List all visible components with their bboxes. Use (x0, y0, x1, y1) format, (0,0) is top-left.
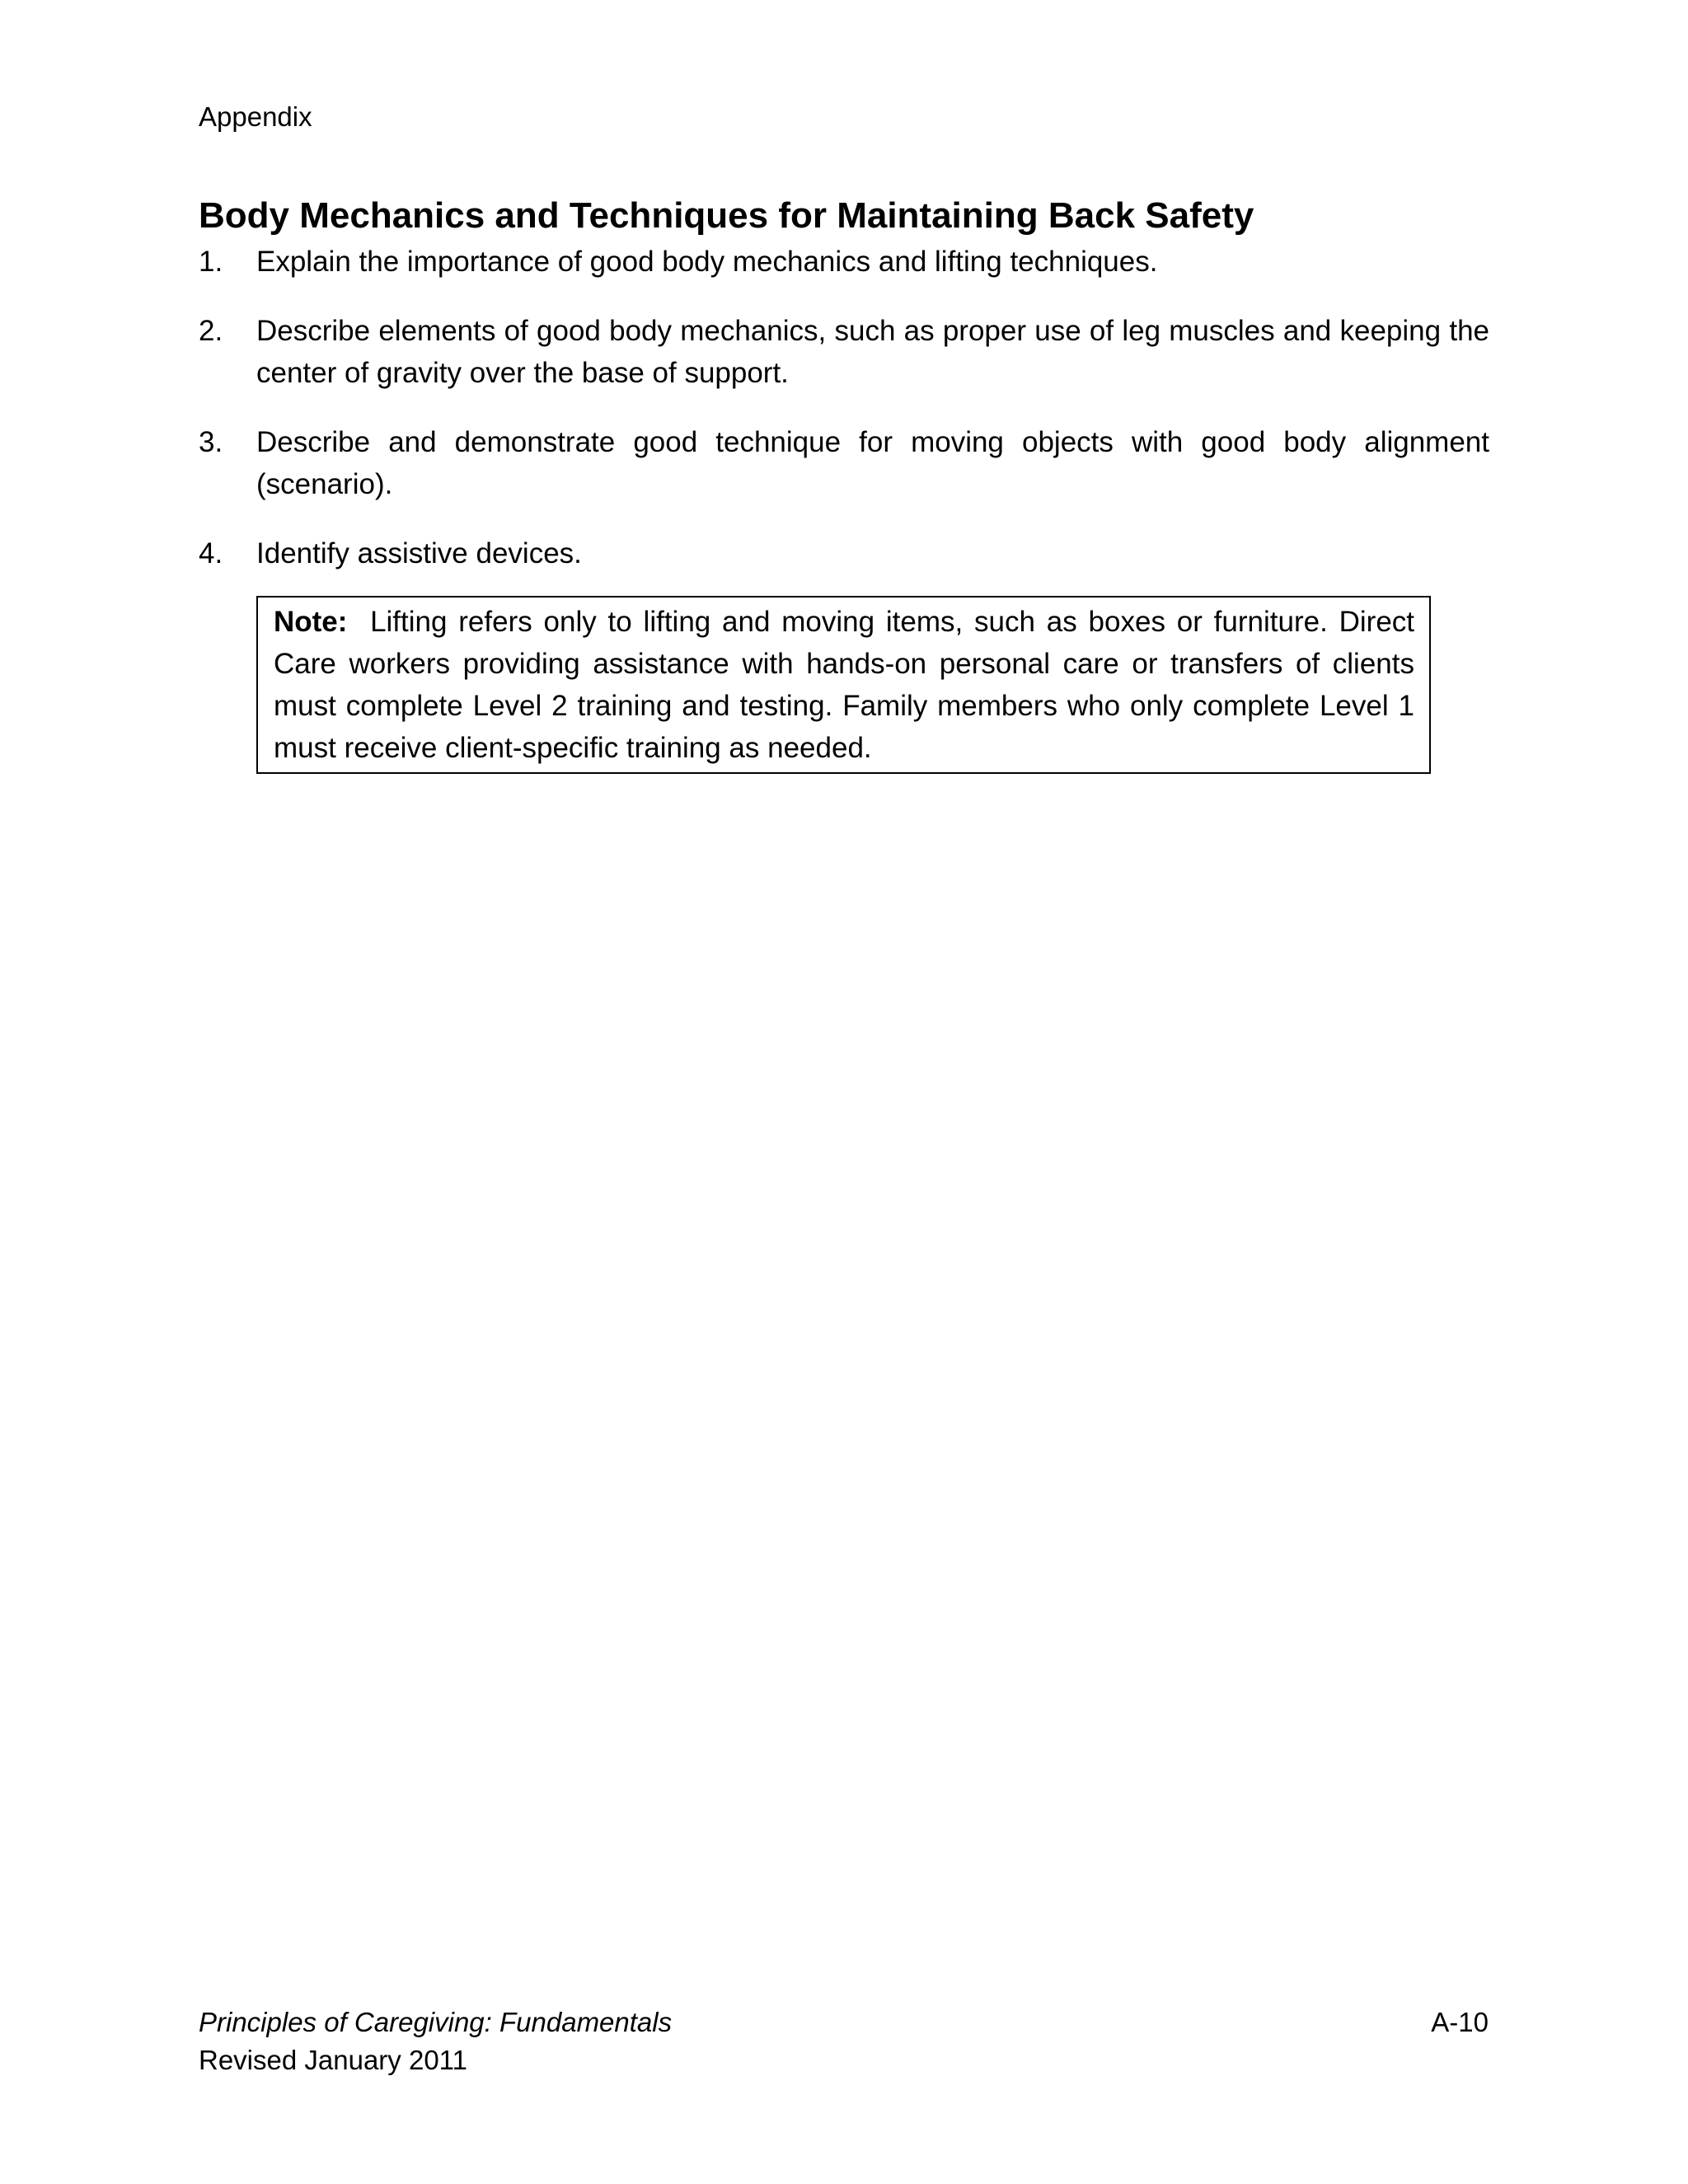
list-item-number: 3. (199, 426, 223, 458)
note-text: Lifting refers only to lifting and moving items, such as boxes or furniture. Direct Care workers providing assistance with hands-on personal care or transfers of clients must complete Level 2 training and testing. Family members who only complete Level 1 must receive client-specific training as needed. (274, 606, 1415, 764)
note-label: Note: (274, 606, 348, 638)
list-item-number: 2. (199, 315, 223, 347)
footer-publication-title: Principles of Caregiving: Fundamentals (199, 2007, 673, 2037)
list-item-text: Describe elements of good body mechanics, such as proper use of leg muscles and keeping the center of gravity over the base of support. (256, 315, 1489, 389)
page-title: Body Mechanics and Techniques for Maintaining Back Safety (199, 195, 1254, 236)
list-item (199, 532, 1489, 574)
footer-revised-date: Revised January 2011 (199, 2045, 467, 2075)
page-number: A-10 (1431, 2007, 1489, 2037)
objectives-list (199, 241, 1489, 602)
list-item (199, 310, 1489, 394)
list-item-text: Explain the importance of good body mechanics and lifting techniques. (256, 246, 1158, 278)
list-item (199, 421, 1489, 505)
note-box (256, 596, 1431, 774)
list-item-text: Describe and demonstrate good technique for moving objects with good body alignment (scenario). (256, 426, 1489, 500)
list-item-number: 4. (199, 537, 223, 569)
list-item-text: Identify assistive devices. (256, 537, 582, 569)
running-header: Appendix (199, 101, 312, 132)
list-item-number: 1. (199, 246, 223, 278)
list-item (199, 241, 1489, 283)
